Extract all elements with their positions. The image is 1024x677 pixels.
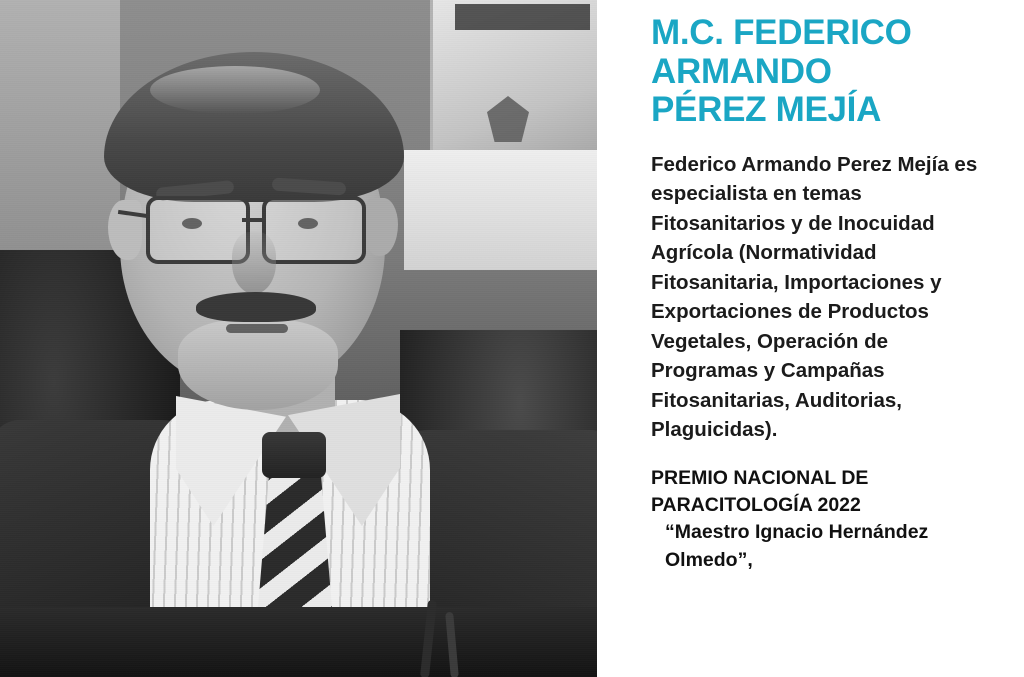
background-banner-text-block bbox=[455, 4, 590, 30]
necktie-knot bbox=[262, 432, 326, 478]
profile-text-pane bbox=[597, 0, 1024, 677]
beard bbox=[178, 320, 338, 410]
nose bbox=[232, 232, 276, 294]
award-line-2: PARACITOLOGÍA 2022 bbox=[651, 493, 861, 516]
eyeglasses-lens-right bbox=[262, 196, 366, 264]
ear-left bbox=[108, 200, 142, 260]
eyeglasses-bridge bbox=[242, 218, 264, 222]
mustache bbox=[196, 292, 316, 322]
award-block bbox=[651, 465, 998, 574]
speaker-name-line-3: PÉREZ MEJÍA bbox=[651, 90, 882, 129]
speaker-name bbox=[651, 14, 998, 130]
background-paper bbox=[404, 150, 597, 270]
speaker-name-line-2: ARMANDO bbox=[651, 51, 832, 91]
speaker-bio: Federico Armando Perez Mejía es especialista en temas Fitosanitarios y de Inocuidad Agrícola (Normatividad Fitosanitaria, Importaciones y Exportaciones de Productos Vegetales, Operación de Programas y Campañas Fitosanitarias, Auditorias, Plaguicidas). bbox=[651, 152, 978, 442]
foreground-desk bbox=[0, 607, 597, 677]
award-line-1: PREMIO NACIONAL DE bbox=[651, 466, 869, 489]
hair-highlight bbox=[150, 66, 320, 114]
mouth bbox=[226, 324, 288, 333]
award-quote-line-1: “Maestro Ignacio Hernández bbox=[665, 521, 929, 544]
speaker-name-line-1: M.C. FEDERICO bbox=[651, 13, 912, 52]
award-quote-line-2: Olmedo”, bbox=[665, 548, 753, 571]
